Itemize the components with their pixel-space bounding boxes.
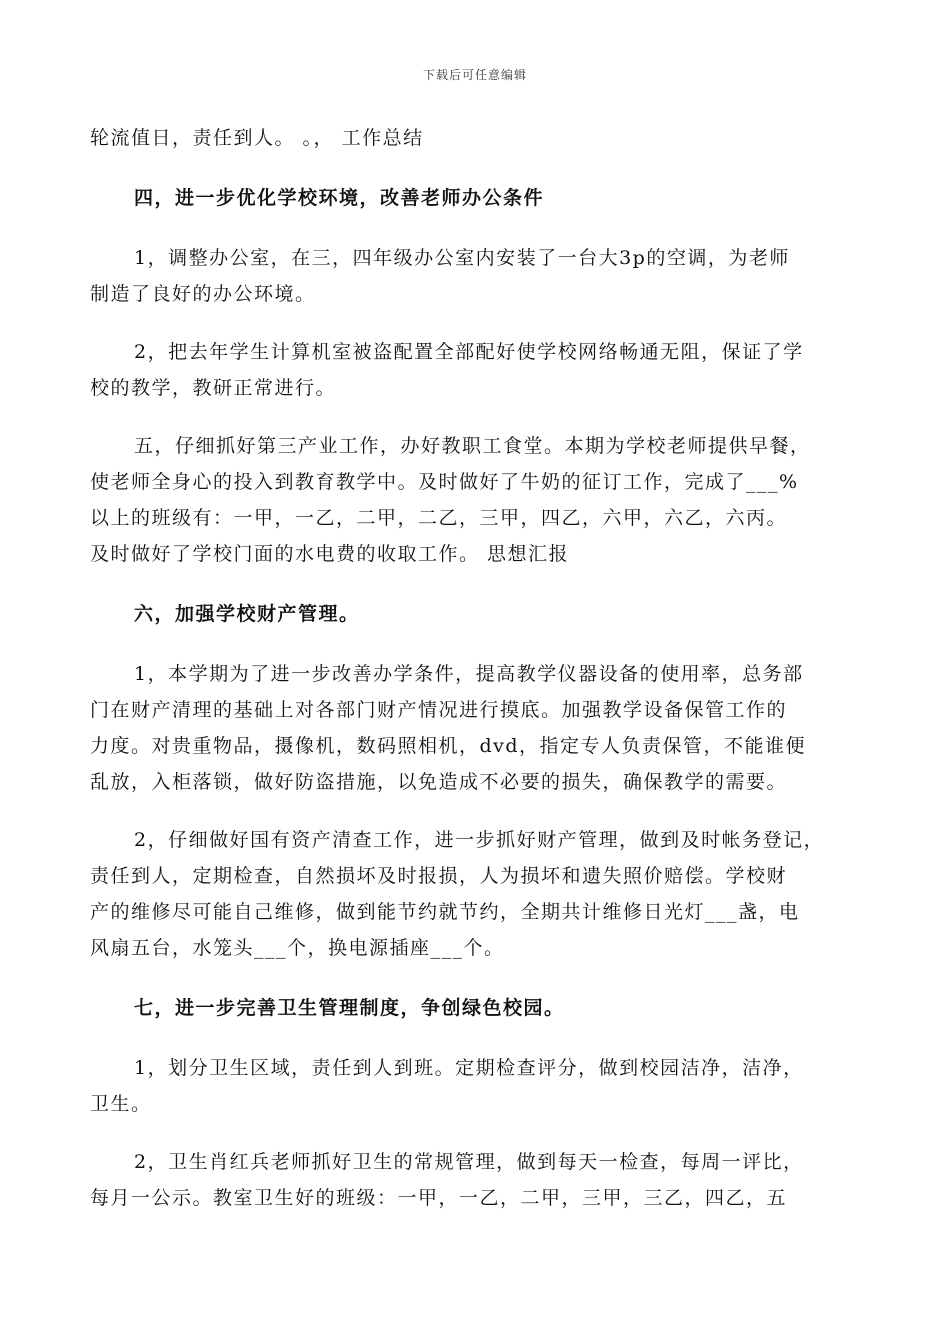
text-line: 责任到人，定期检查，自然损坏及时报损，人为损坏和遗失照价赔偿。学校财 <box>90 865 788 887</box>
text-line: 力度。对贵重物品，摄像机，数码照相机，dvd，指定专人负责保管，不能谁便 <box>90 735 807 757</box>
text-line: 2，卫生肖红兵老师抓好卫生的常规管理，做到每天一检查，每周一评比， <box>134 1151 804 1173</box>
text-line: 乱放，入柜落锁，做好防盗措施，以免造成不必要的损失，确保教学的需要。 <box>90 771 788 793</box>
text-line: 及时做好了学校门面的水电费的收取工作。 思想汇报 <box>90 543 570 565</box>
text-line: 2，仔细做好国有资产清查工作，进一步抓好财产管理，做到及时帐务登记， <box>134 829 825 851</box>
text-line: 卫生。 <box>90 1093 152 1115</box>
text-line: 以上的班级有：一甲，一乙，二甲，二乙，三甲，四乙，六甲，六乙，六丙。 <box>90 507 788 529</box>
document-body <box>90 120 870 1216</box>
paragraph-office-adjustment <box>90 240 870 312</box>
text-line: 校的教学，教研正常进行。 <box>90 377 337 399</box>
paragraph-continuation <box>90 120 870 156</box>
paragraph-hygiene-management <box>90 1144 870 1216</box>
page-header: 下载后可任意编辑 <box>422 68 527 82</box>
section-heading-6: 六，加强学校财产管理。 <box>134 603 360 625</box>
text-line: 每月一公示。教室卫生好的班级：一甲，一乙，二甲，三甲，三乙，四乙，五 <box>90 1187 788 1209</box>
text-line: 门在财产清理的基础上对各部门财产情况进行摸底。加强教学设备保管工作的 <box>90 699 788 721</box>
section-heading-7: 七，进一步完善卫生管理制度，争创绿色校园。 <box>134 997 565 1019</box>
text-line: 产的维修尽可能自己维修，做到能节约就节约，全期共计维修日光灯___盏，电 <box>90 901 800 923</box>
paragraph-asset-survey <box>90 656 870 800</box>
section-heading-4: 四，进一步优化学校环境，改善老师办公条件 <box>134 187 545 209</box>
paragraph-section-5 <box>90 428 870 572</box>
text-line: 轮流值日，责任到人。 。， 工作总结 <box>90 127 424 149</box>
text-line: 使老师全身心的投入到教育教学中。及时做好了牛奶的征订工作，完成了___% <box>90 471 799 493</box>
text-line: 五，仔细抓好第三产业工作，办好教职工食堂。本期为学校老师提供早餐， <box>134 435 811 457</box>
paragraph-hygiene-areas <box>90 1050 870 1122</box>
text-line: 风扇五台，水笼头___个，换电源插座___个。 <box>90 937 505 959</box>
text-line: 2，把去年学生计算机室被盗配置全部配好使学校网络畅通无阻，保证了学 <box>134 341 804 363</box>
paragraph-computer-room <box>90 334 870 406</box>
paragraph-asset-inventory <box>90 822 870 966</box>
text-line: 制造了良好的办公环境。 <box>90 283 316 305</box>
text-line: 1，划分卫生区域，责任到人到班。定期检查评分，做到校园洁净，洁净， <box>134 1057 804 1079</box>
text-line: 1，本学期为了进一步改善办学条件，提高教学仪器设备的使用率，总务部 <box>134 663 804 685</box>
text-line: 1，调整办公室，在三，四年级办公室内安装了一台大3p的空调，为老师 <box>134 247 790 269</box>
